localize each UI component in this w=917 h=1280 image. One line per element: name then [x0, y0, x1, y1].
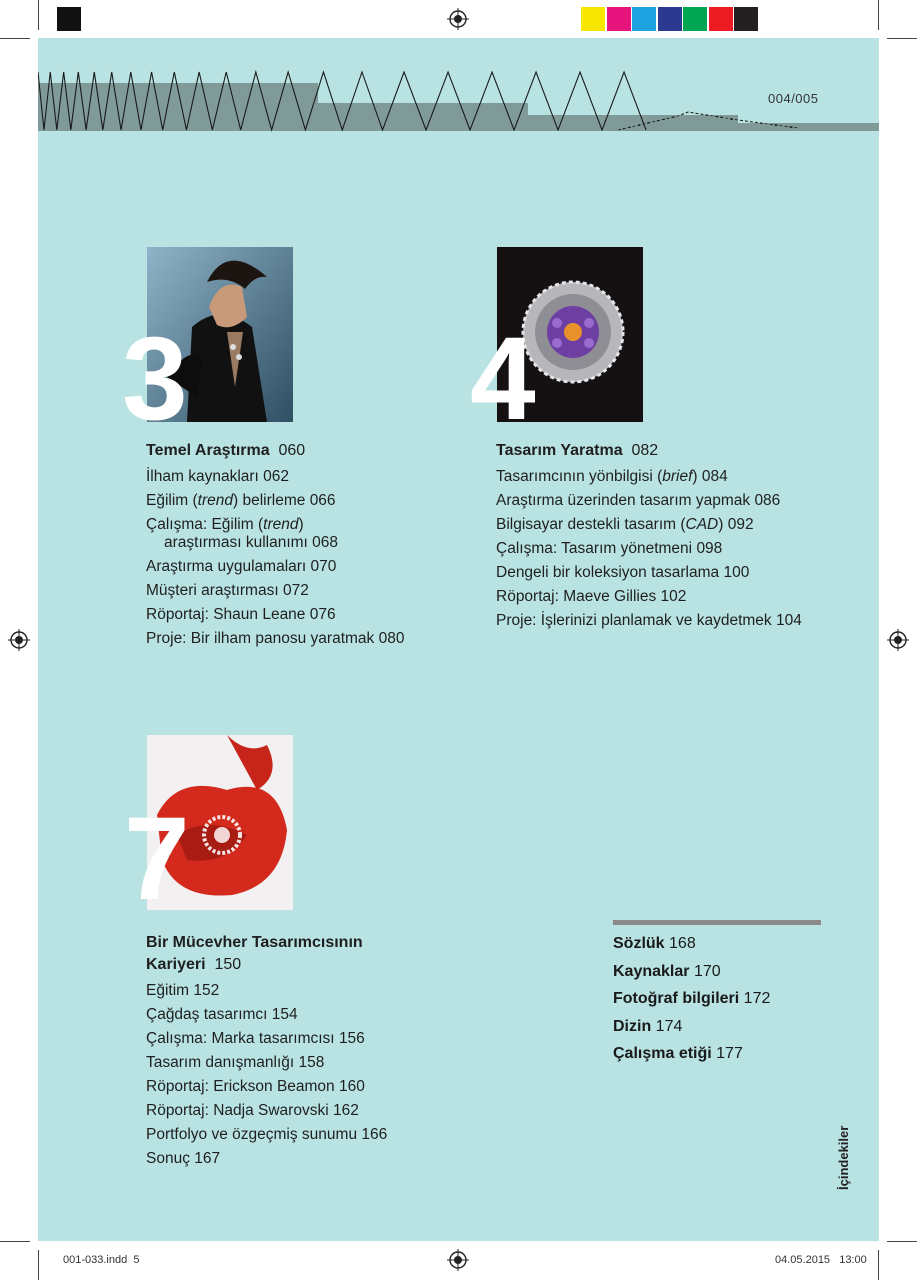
end-matter-entry: Fotoğraf bilgileri 172	[613, 990, 771, 1007]
chapter-3-contents	[146, 440, 404, 651]
toc-entry: Röportaj: Shaun Leane 076	[146, 606, 336, 623]
color-swatch	[683, 7, 707, 31]
end-matter-list	[613, 930, 770, 1068]
chapter-number: 4	[470, 313, 532, 445]
toc-entry: İlham kaynakları 062	[146, 468, 290, 485]
toc-entry: Eğilim (trend) belirleme 066	[146, 492, 336, 509]
chapter-title: Tasarım Yaratma 082	[496, 442, 659, 459]
chapter-7-contents	[146, 932, 387, 1171]
end-matter-entry: Dizin 174	[613, 1017, 683, 1035]
color-swatch	[658, 7, 682, 31]
registration-mark-icon	[447, 8, 469, 30]
crop-mark	[0, 38, 30, 39]
toc-entry: Röportaj: Maeve Gillies 102	[496, 588, 687, 605]
color-swatch	[607, 7, 631, 31]
toc-entry: Sonuç 167	[146, 1150, 221, 1167]
crop-mark	[878, 1250, 879, 1280]
header-wave-pattern	[38, 66, 879, 136]
registration-black-square	[57, 7, 81, 31]
toc-entry: araştırması kullanımı 068	[164, 534, 339, 551]
chapter-title: Temel Araştırma 060	[146, 442, 306, 459]
chapter-title: Bir Mücevher Tasarımcısının Kariyeri 150	[146, 934, 363, 973]
crop-mark	[887, 38, 917, 39]
chapter-4-contents	[496, 440, 802, 633]
toc-entry: Eğitim 152	[146, 982, 220, 999]
toc-entry: Araştırma uygulamaları 070	[146, 558, 337, 575]
toc-entry: Proje: Bir ilham panosu yaratmak 080	[146, 630, 405, 647]
crop-mark	[0, 1241, 30, 1242]
page-number: 004/005	[768, 91, 819, 106]
color-swatch	[581, 7, 605, 31]
toc-entry: Araştırma üzerinden tasarım yapmak 086	[496, 492, 781, 509]
slug-file-info: 001-033.indd 5	[63, 1254, 140, 1266]
color-swatch	[632, 7, 656, 31]
toc-entry: Proje: İşlerinizi planlamak ve kaydetmek 104	[496, 612, 802, 629]
end-matter-entry: Sözlük 168	[613, 935, 696, 952]
registration-mark-icon	[8, 629, 30, 651]
toc-entry: Röportaj: Erickson Beamon 160	[146, 1078, 365, 1095]
color-swatch	[734, 7, 758, 31]
toc-entry: Çalışma: Eğilim (trend)	[146, 516, 304, 533]
crop-mark	[38, 0, 39, 30]
chapter-number: 3	[122, 313, 184, 445]
registration-mark-icon	[447, 1249, 469, 1271]
toc-entry: Tasarım danışmanlığı 158	[146, 1054, 325, 1071]
toc-entry: Röportaj: Nadja Swarovski 162	[146, 1102, 359, 1119]
end-matter-entry: Kaynaklar 170	[613, 962, 721, 980]
toc-entry: Dengeli bir koleksiyon tasarlama 100	[496, 564, 750, 581]
toc-entry: Çağdaş tasarımcı 154	[146, 1006, 298, 1023]
crop-mark	[38, 1250, 39, 1280]
slug-date-info: 04.05.2015 13:00	[775, 1254, 867, 1266]
crop-mark	[878, 0, 879, 30]
end-matter-entry: Çalışma etiği 177	[613, 1045, 743, 1062]
toc-entry: Portfolyo ve özgeçmiş sunumu 166	[146, 1126, 388, 1143]
toc-entry: Müşteri araştırması 072	[146, 582, 309, 599]
registration-mark-icon	[887, 629, 909, 651]
chapter-number: 7	[124, 793, 186, 925]
divider-bar	[613, 920, 821, 925]
crop-mark	[887, 1241, 917, 1242]
color-swatch	[709, 7, 733, 31]
section-side-label: İçindekiler	[836, 1125, 851, 1190]
toc-entry: Bilgisayar destekli tasarım (CAD) 092	[496, 516, 754, 533]
toc-entry: Çalışma: Tasarım yönetmeni 098	[496, 540, 723, 557]
toc-entry: Çalışma: Marka tasarımcısı 156	[146, 1030, 365, 1047]
toc-entry: Tasarımcının yönbilgisi (brief) 084	[496, 468, 728, 485]
